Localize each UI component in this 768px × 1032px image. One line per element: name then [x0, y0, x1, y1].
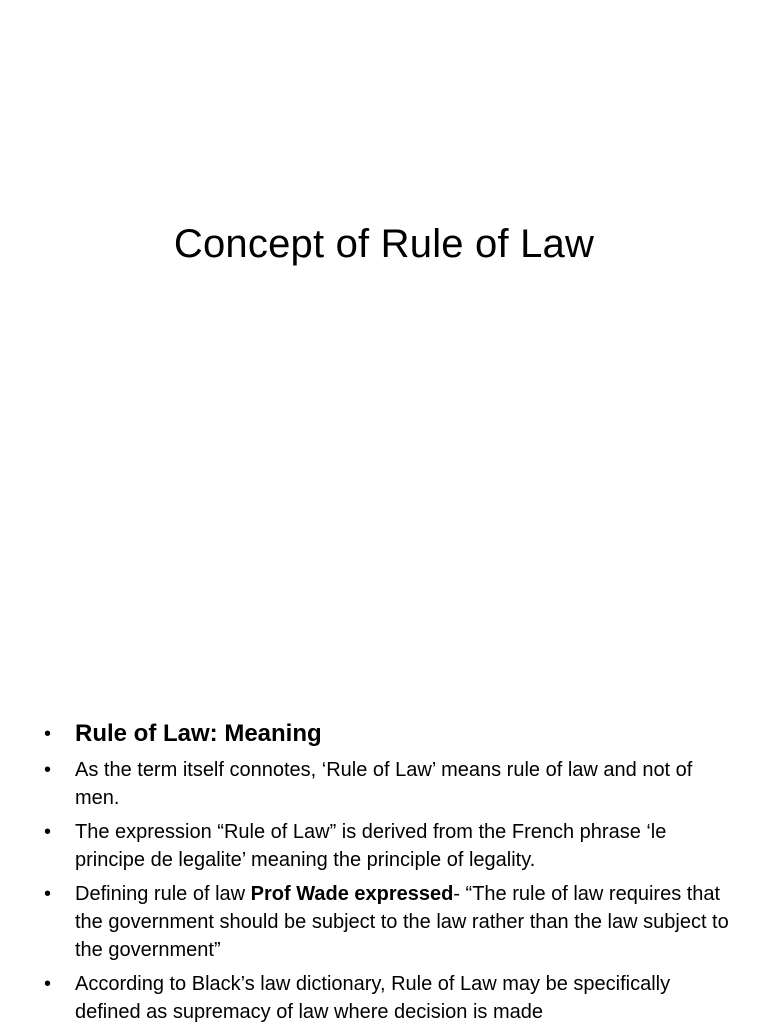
bullet-dot-icon: • [44, 821, 52, 843]
bullet-item-1 [44, 756, 734, 812]
bullet-text: The expression “Rule of Law” is derived from the French phrase ‘le principe de legalite’ meaning the principle of legality. [75, 821, 667, 871]
heading-text: Rule of Law: Meaning [75, 720, 322, 747]
bullet-text-bold: Prof Wade expressed [250, 883, 454, 905]
bullet-item-3 [44, 880, 734, 964]
bullet-item-2 [44, 818, 734, 874]
bullet-list [44, 716, 734, 1032]
bullet-dot-icon: • [44, 759, 52, 781]
bullet-text: As the term itself connotes, ‘Rule of Law’ means rule of law and not of men. [75, 759, 693, 809]
bullet-dot-icon: • [44, 883, 52, 905]
slide-title: Concept of Rule of Law [173, 222, 595, 266]
bullet-item-4 [44, 970, 734, 1026]
bullet-heading [44, 716, 734, 752]
bullet-text: According to Black’s law dictionary, Rule of Law may be specifically defined as supremacy of law where decision is made [75, 973, 671, 1023]
bullet-dot-icon: • [44, 723, 52, 745]
bullet-dot-icon: • [44, 973, 52, 995]
bullet-text-pre: Defining rule of law [75, 883, 251, 905]
bullet-text-post: - “The rule of law requires that the government should be subject to the law rather than the law subject to the government” [75, 883, 729, 961]
